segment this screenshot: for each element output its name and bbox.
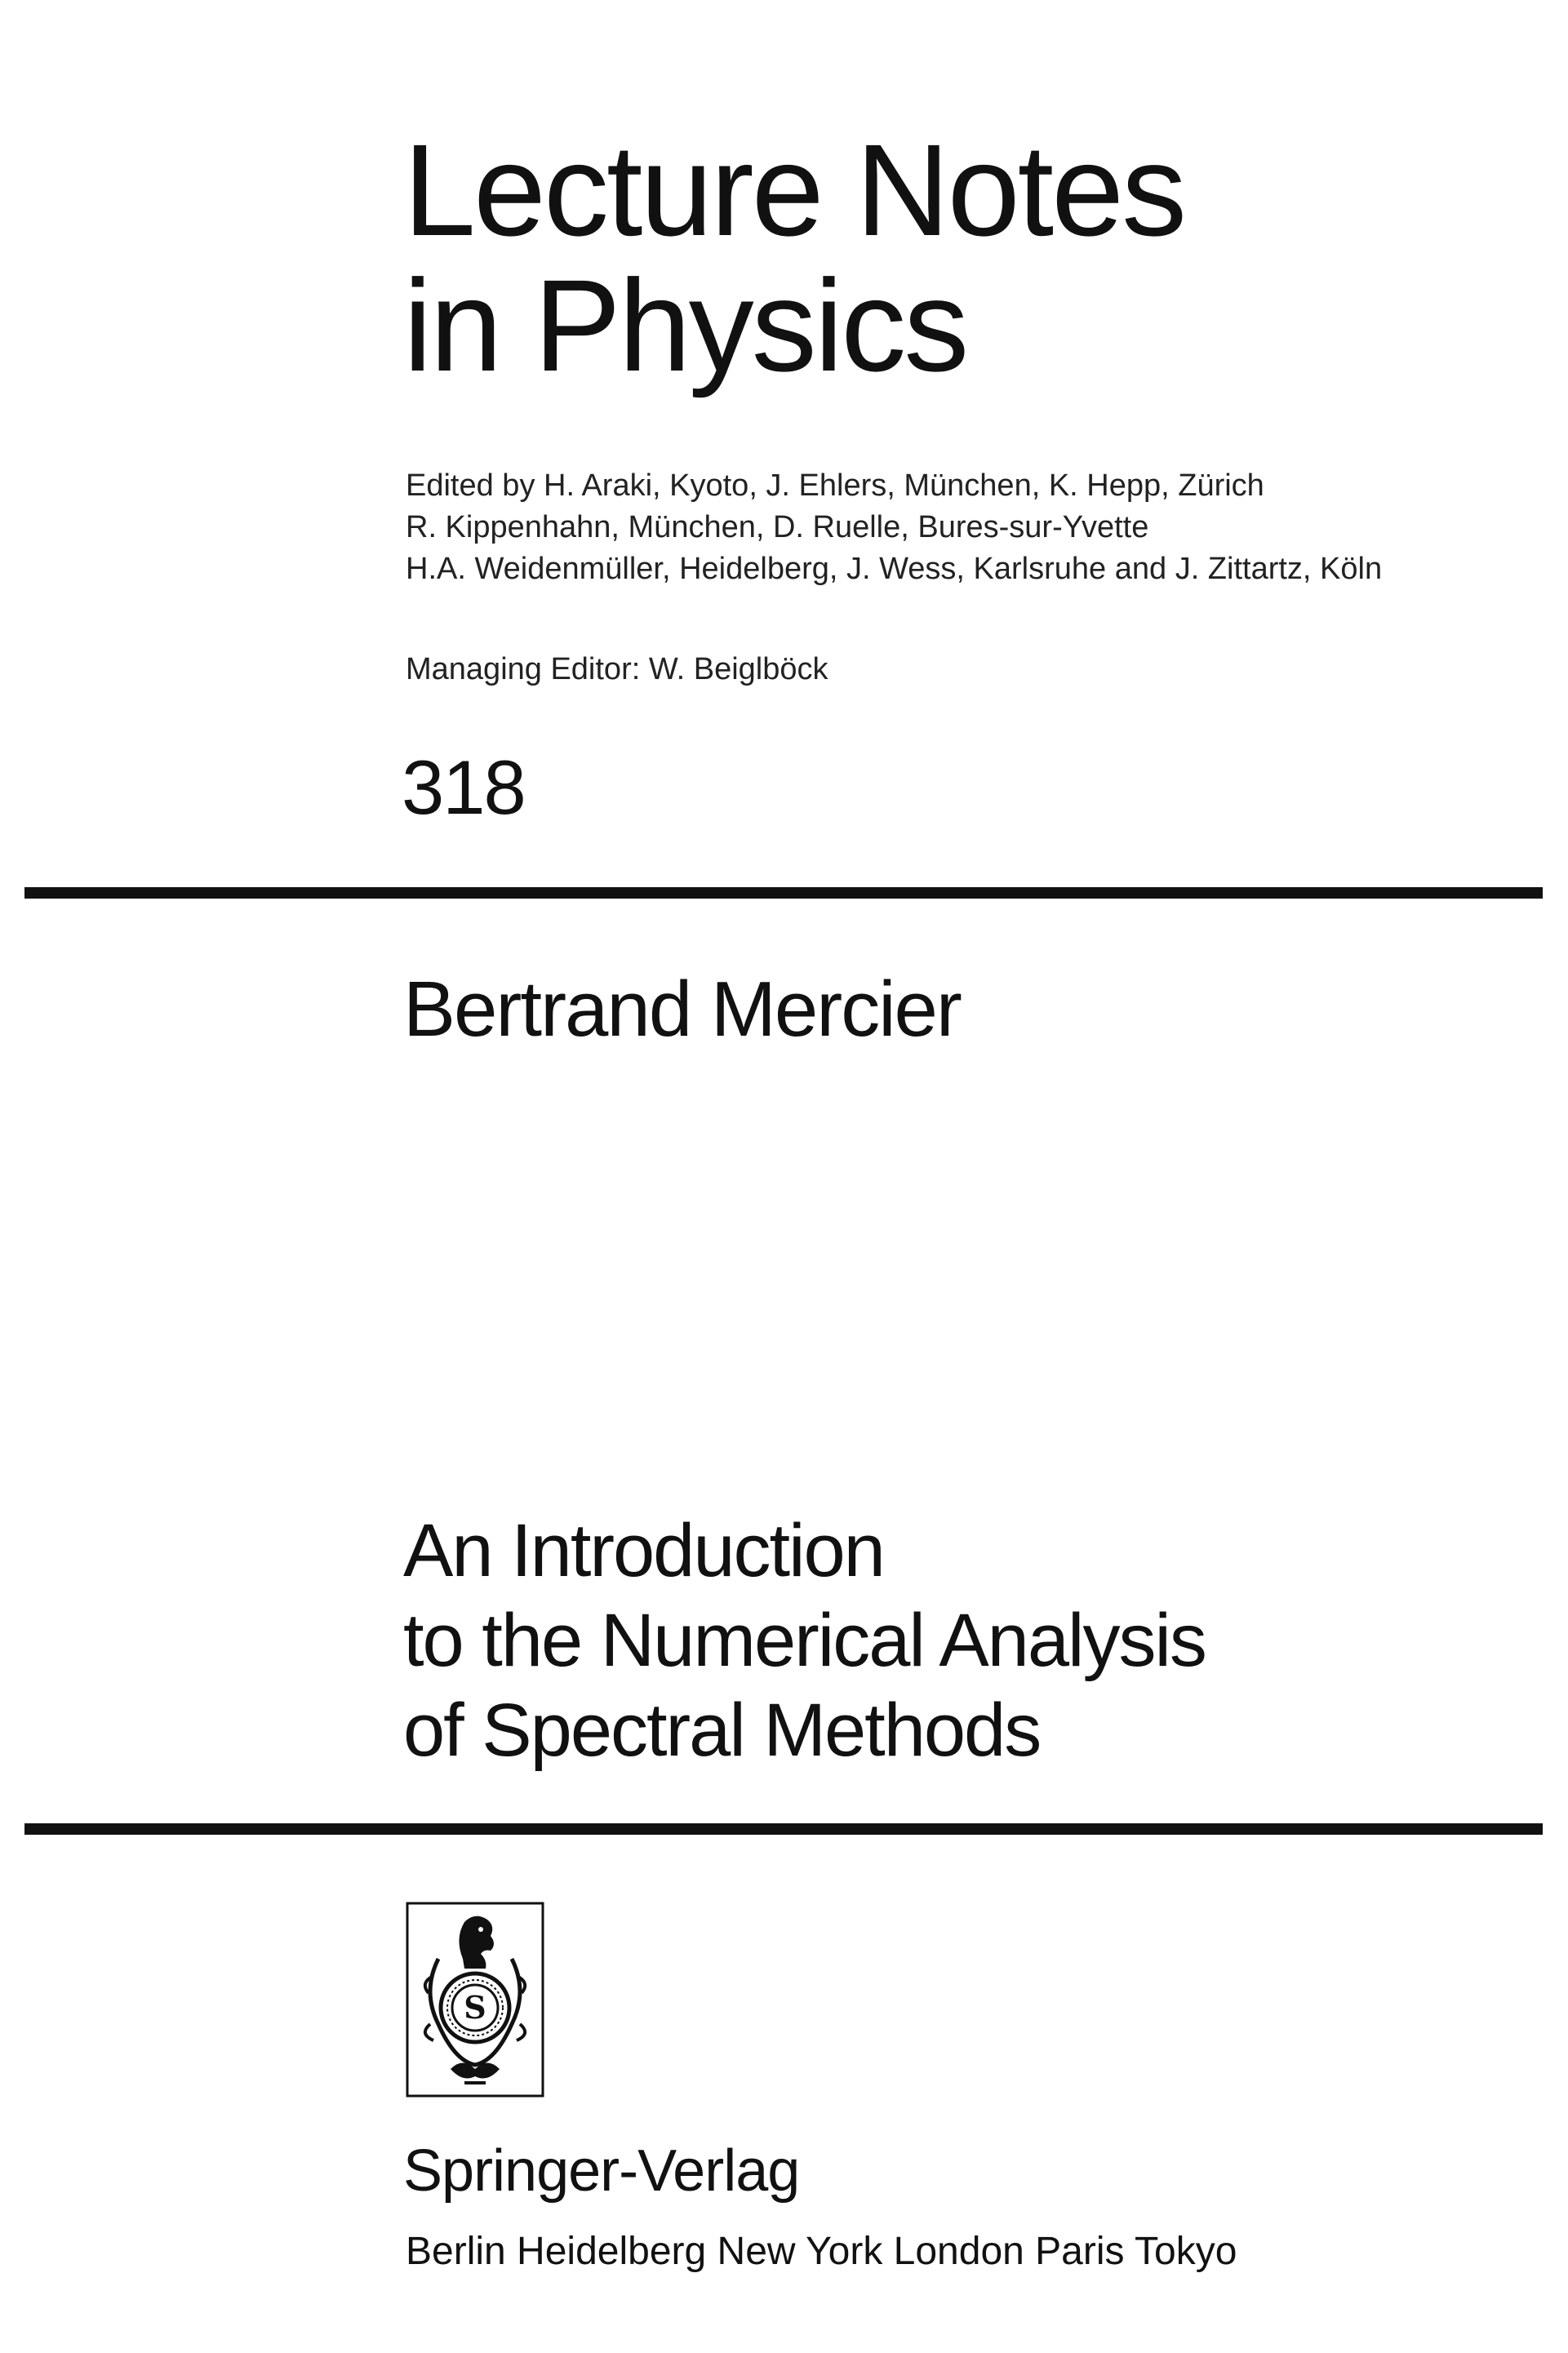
editors-line-1: Edited by H. Araki, Kyoto, J. Ehlers, München, K. Hepp, Zürich [406,468,1264,503]
author-name: Bertrand Mercier [403,966,961,1053]
book-title-line-3: of Spectral Methods [403,1689,1041,1772]
editors-block [406,465,1382,590]
series-title-line-1: Lecture Notes [403,117,1185,263]
editors-line-2: R. Kippenhahn, München, D. Ruelle, Bures-sur-Yvette [406,510,1149,544]
volume-number: 318 [402,744,525,830]
series-title [403,117,1185,398]
editors-line-3: H.A. Weidenmüller, Heidelberg, J. Wess, Karlsruhe and J. Zittartz, Köln [406,552,1383,586]
book-title [403,1506,1206,1775]
springer-knight-logo-icon [406,1902,544,2098]
managing-editor: Managing Editor: W. Beiglböck [406,652,828,686]
top-divider [24,887,1543,899]
publisher-cities: Berlin Heidelberg New York London Paris Tokyo [406,2230,1237,2273]
book-title-line-2: to the Numerical Analysis [403,1599,1206,1682]
publisher-name: Springer-Verlag [403,2138,800,2204]
book-title-line-1: An Introduction [403,1509,884,1592]
svg-text:S: S [464,1989,486,2026]
series-title-line-2: in Physics [403,252,967,398]
bottom-divider [24,1823,1543,1835]
